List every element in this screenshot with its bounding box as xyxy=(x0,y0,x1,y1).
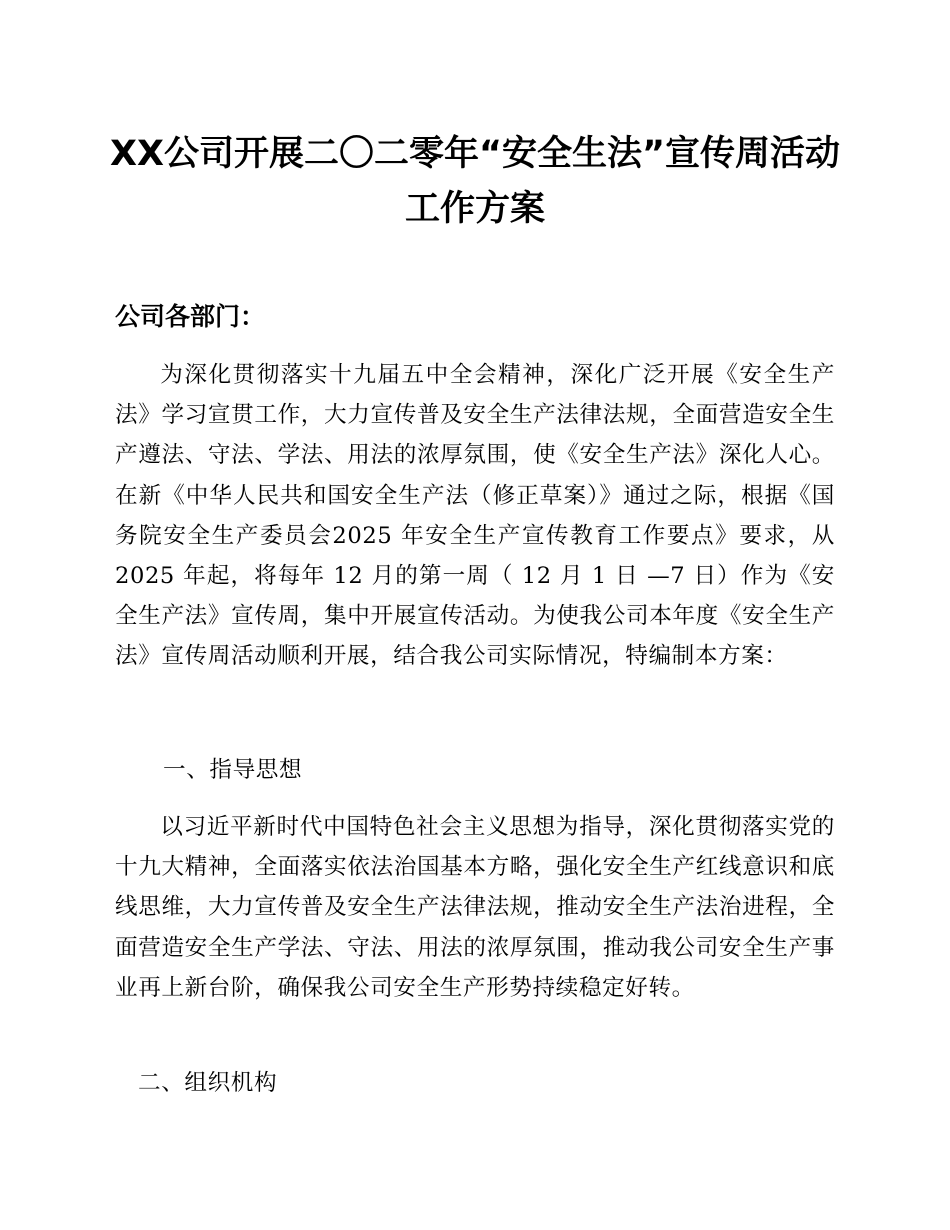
guiding-ideology-paragraph: 以习近平新时代中国特色社会主义思想为指导，深化贯彻落实党的十九大精神，全面落实依法治国基本方略，强化安全生产红线意识和底线思维，大力宣传普及安全生产法律法规，推动安全生产法治进程，全面营造安全生产学法、守法、用法的浓厚氛围，推动我公司安全生产事业再上新台阶，确保我公司安全生产形势持续稳定好转。 xyxy=(115,814,835,1001)
document-title-line-1: XX公司开展二〇二零年“安全生法”宣传周活动 xyxy=(110,134,840,174)
intro-paragraph: 为深化贯彻落实十九届五中全会精神，深化广泛开展《安全生产法》学习宣贯工作，大力宣传普及安全生产法律法规，全面营造安全生产遵法、守法、学法、用法的浓厚氛围，使《安全生产法》深化人心。在新《中华人民共和国安全生产法（修正草案）》通过之际，根据《国务院安全生产委员会2025 年安全生产宣传教育工作要点》要求，从2025 年起，将每年 12 月的第一周（ 12 月 1 日 —7 日）作为《安全生产法》宣传周，集中开展宣传活动。为使我公司本年度《安全生产法》宣传周活动顺利开展，结合我公司实际情况，特编制本方案： xyxy=(115,362,835,670)
section-heading-organization: 二、组织机构 xyxy=(138,1070,278,1096)
document-title-line-2: 工作方案 xyxy=(404,189,545,229)
salutation: 公司各部门： xyxy=(115,302,266,331)
section-heading-guiding-ideology: 一、指导思想 xyxy=(163,757,303,783)
